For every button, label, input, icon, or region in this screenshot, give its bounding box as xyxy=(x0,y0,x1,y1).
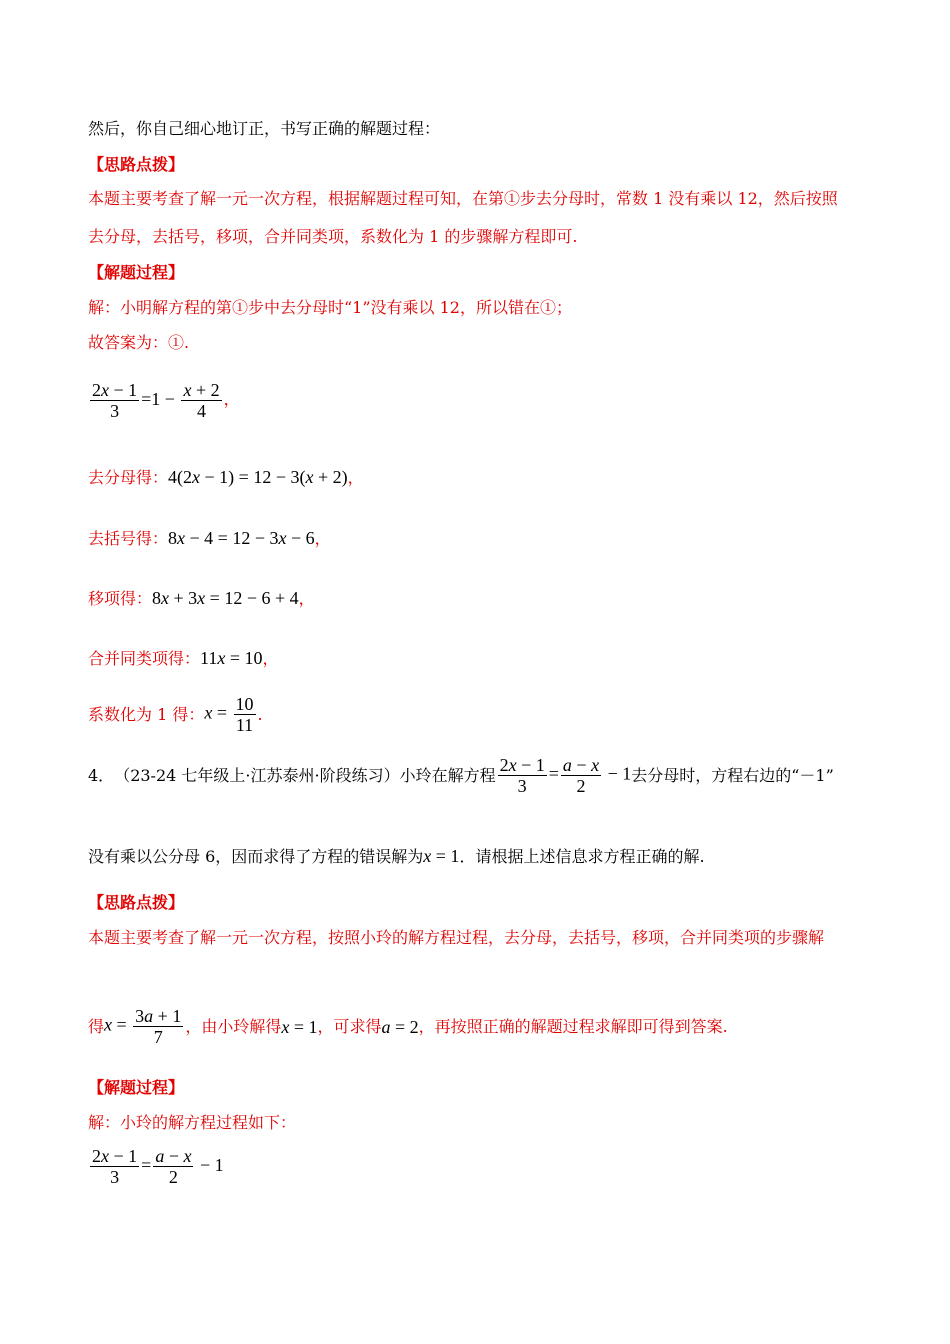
punct: ， xyxy=(223,389,240,409)
hint-text-d: ，再按照正确的解题过程求解即可得到答案. xyxy=(418,1016,728,1036)
q4-hint-line2 xyxy=(88,1006,728,1047)
q3-hint-heading: 【思路点拨】 xyxy=(88,155,185,174)
q4-text-line2-b: ．请根据上述信息求方程正确的解. xyxy=(459,847,705,866)
hint-math-b: x = 1 xyxy=(281,1016,318,1037)
q3-step-coefficient xyxy=(88,694,263,735)
punct: ， xyxy=(262,649,279,668)
intro-text: 然后，你自己细心地订正，书写正确的解题过程： xyxy=(88,119,441,138)
step-math: x = $\frac{10}{11}$ xyxy=(204,694,254,735)
step-label: 合并同类项得： xyxy=(88,649,201,668)
hint-math-c: a = 2 xyxy=(381,1016,419,1037)
hint-text-a: 得 xyxy=(88,1016,105,1036)
step-label: 系数化为 1 得： xyxy=(88,704,205,724)
hint-text-c: ，可求得 xyxy=(317,1016,382,1036)
q3-hint-line1: 本题主要考查了解一元一次方程，根据解题过程可知，在第①步去分母时，常数 1 没有乘以 12，然后按照 xyxy=(88,189,838,208)
punct: ， xyxy=(314,529,331,548)
step-math: 8x − 4 = 12 − 3x − 6 xyxy=(168,528,315,548)
q4-text-b: 去分母时，方程右边的“－1” xyxy=(631,765,834,785)
q4-number: 4． xyxy=(88,765,115,785)
q4-text-line2-a: 没有乘以公分母 6，因而求得了方程的错误解为 xyxy=(88,847,424,866)
step-label: 去括号得： xyxy=(88,529,169,548)
q3-solution-line1: 解：小明解方程的第①步中去分母时“1”没有乘以 12，所以错在①； xyxy=(88,298,572,317)
hint-math-a: x = $\frac{3a + 1}{7}$ xyxy=(104,1006,182,1047)
punct: ， xyxy=(298,589,315,608)
q3-solution-heading: 【解题过程】 xyxy=(88,263,185,282)
q4-question-line1 xyxy=(88,755,834,796)
step-label: 移项得： xyxy=(88,589,153,608)
q3-step-remove-brackets xyxy=(88,527,331,550)
q3-original-equation xyxy=(88,380,240,421)
step-math: 4(2x − 1) = 12 − 3(x + 2) xyxy=(168,467,348,487)
q4-question-line2 xyxy=(88,845,705,868)
q3-step-remove-denominator xyxy=(88,466,364,489)
period: . xyxy=(257,704,263,724)
q4-solution-line1: 解：小玲的解方程过程如下： xyxy=(88,1113,297,1132)
equation-math: $\frac{2x - 1}{3}$ =1 − $\frac{x + 2}{4}$ xyxy=(92,380,220,421)
q4-wrong-solution: x = 1 xyxy=(423,846,460,866)
step-label: 去分母得： xyxy=(88,468,169,487)
q3-step-move-terms xyxy=(88,587,315,610)
q4-solution-equation xyxy=(88,1146,224,1187)
equation-math: $\frac{2x - 1}{3}$ = $\frac{a - x}{2}$ − 1 xyxy=(92,1146,224,1187)
q4-solution-heading: 【解题过程】 xyxy=(88,1078,185,1097)
q4-hint-heading: 【思路点拨】 xyxy=(88,893,185,912)
q3-step-combine xyxy=(88,647,279,670)
q4-source: （23-24 七年级上·江苏泰州·阶段练习） xyxy=(114,765,400,785)
q3-solution-line2: 故答案为：①. xyxy=(88,333,190,352)
q3-hint-line2: 去分母，去括号，移项，合并同类项，系数化为 1 的步骤解方程即可. xyxy=(88,227,578,246)
hint-text-b: ，由小玲解得 xyxy=(185,1016,282,1036)
step-math: 8x + 3x = 12 − 6 + 4 xyxy=(152,588,299,608)
step-math: 11x = 10 xyxy=(200,648,263,668)
punct: ， xyxy=(347,468,364,487)
q4-text-a: 小玲在解方程 xyxy=(399,765,496,785)
q4-equation: $\frac{2x - 1}{3}$ = $\frac{a - x}{2}$ − 1 xyxy=(499,755,632,796)
q4-hint-line1: 本题主要考查了解一元一次方程，按照小玲的解方程过程，去分母，去括号，移项，合并同类项的步骤解 xyxy=(88,928,825,947)
